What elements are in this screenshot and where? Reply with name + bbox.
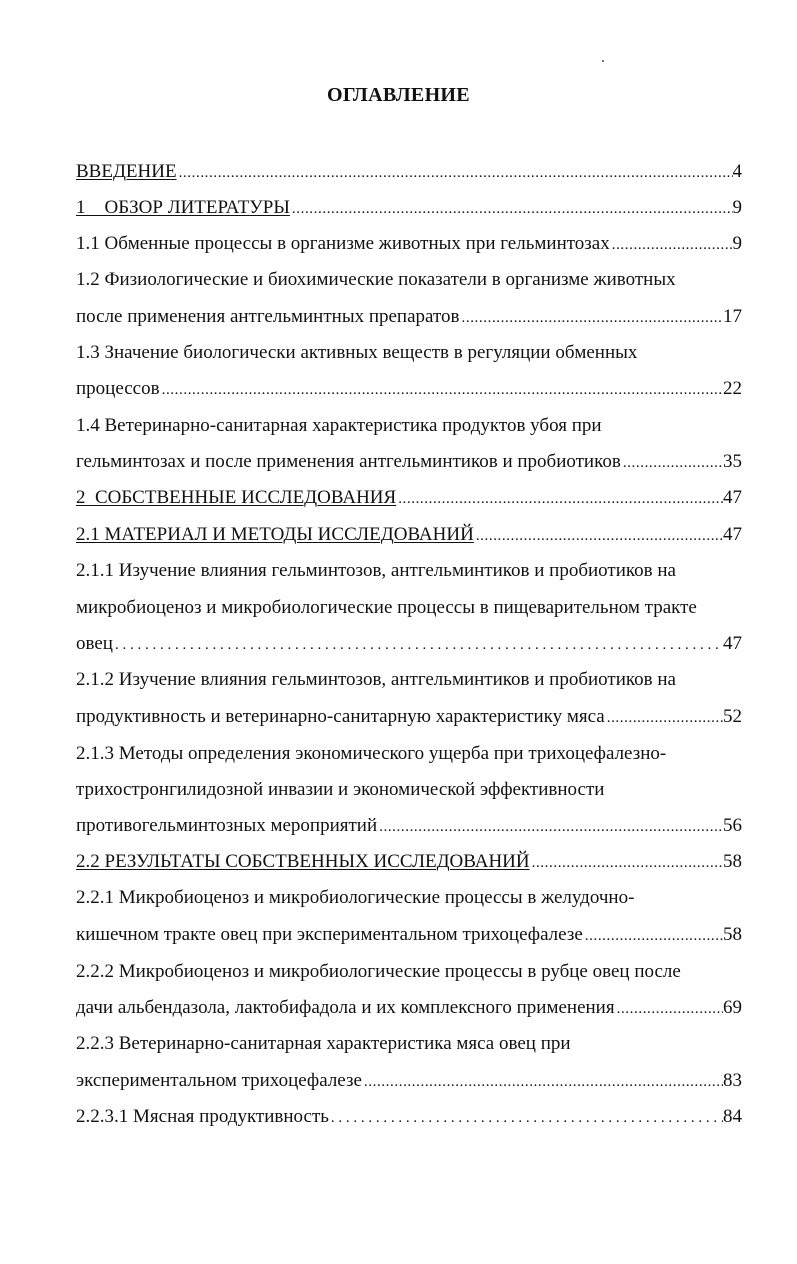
toc-entry-title: 2.1 МАТЕРИАЛ И МЕТОДЫ ИССЛЕДОВАНИЙ bbox=[76, 524, 474, 545]
toc-entry-page: 9 bbox=[732, 197, 742, 218]
dot-leader bbox=[530, 849, 723, 877]
dot-leader bbox=[621, 449, 723, 477]
page-title: ОГЛАВЛЕНИЕ bbox=[327, 84, 470, 106]
toc-entry-2-2-3-1[interactable] bbox=[76, 1103, 742, 1131]
toc-entry-page: 58 bbox=[723, 851, 742, 872]
scan-speck bbox=[602, 60, 604, 62]
toc-entry-title: 2 СОБСТВЕННЫЕ ИССЛЕДОВАНИЯ bbox=[76, 487, 397, 508]
toc-entry-title: дачи альбендазола, лактобифадола и их комплексного применения bbox=[76, 997, 615, 1018]
toc-entry-2-1-3-line2[interactable]: трихостронгилидозной инвазии и экономической эффективности bbox=[76, 779, 605, 800]
dot-leader bbox=[615, 995, 723, 1023]
toc-entry-2-2[interactable] bbox=[76, 848, 742, 876]
toc-entry-page: 47 bbox=[723, 487, 742, 508]
toc-entry-title: продуктивность и ветеринарно-санитарную характеристику мяса bbox=[76, 706, 605, 727]
toc-entry-1-2[interactable] bbox=[76, 303, 742, 331]
dot-leader bbox=[583, 922, 723, 950]
toc-entry-own-research[interactable] bbox=[76, 484, 742, 512]
toc-entry-title: гельминтозах и после применения антгельминтиков и пробиотиков bbox=[76, 451, 621, 472]
dot-leader bbox=[177, 159, 733, 187]
toc-entry-page: 9 bbox=[732, 233, 742, 254]
dot-leader bbox=[362, 1068, 723, 1096]
dot-leader bbox=[290, 195, 733, 223]
dot-leader bbox=[113, 631, 723, 659]
toc-entry-title: противогельминтозных мероприятий bbox=[76, 815, 378, 836]
toc-entry-2-1-2-line1[interactable]: 2.1.2 Изучение влияния гельминтозов, антгельминтиков и пробиотиков на bbox=[76, 669, 676, 690]
toc-entry-page: 47 bbox=[723, 633, 742, 654]
toc-entry-title: процессов bbox=[76, 378, 160, 399]
toc-entry-2-1-3-line1[interactable]: 2.1.3 Методы определения экономического ущерба при трихоцефалезно- bbox=[76, 743, 667, 764]
toc-entry-page: 84 bbox=[723, 1106, 742, 1127]
toc-entry-1-3-line1[interactable]: 1.3 Значение биологически активных веществ в регуляции обменных bbox=[76, 342, 638, 363]
toc-entry-1-1[interactable] bbox=[76, 230, 742, 258]
dot-leader bbox=[329, 1104, 723, 1132]
toc-entry-page: 69 bbox=[723, 997, 742, 1018]
toc-entry-page: 35 bbox=[723, 451, 742, 472]
toc-entry-title: экспериментальном трихоцефалезе bbox=[76, 1070, 362, 1091]
toc-entry-2-1-1-line1[interactable]: 2.1.1 Изучение влияния гельминтозов, антгельминтиков и пробиотиков на bbox=[76, 560, 676, 581]
toc-entry-2-2-2[interactable] bbox=[76, 994, 742, 1022]
dot-leader bbox=[160, 376, 723, 404]
toc-entry-page: 17 bbox=[723, 306, 742, 327]
toc-entry-page: 83 bbox=[723, 1070, 742, 1091]
toc-entry-page: 47 bbox=[723, 524, 742, 545]
toc-entry-title: после применения антгельминтных препаратов bbox=[76, 306, 460, 327]
toc-entry-page: 52 bbox=[723, 706, 742, 727]
toc-entry-2-2-2-line1[interactable]: 2.2.2 Микробиоценоз и микробиологические процессы в рубце овец после bbox=[76, 961, 681, 982]
dot-leader bbox=[460, 304, 724, 332]
dot-leader bbox=[474, 522, 723, 550]
toc-entry-page: 22 bbox=[723, 378, 742, 399]
toc-entry-2-2-1[interactable] bbox=[76, 921, 742, 949]
toc-entry-introduction[interactable] bbox=[76, 158, 742, 186]
toc-entry-2-2-3[interactable] bbox=[76, 1067, 742, 1095]
toc-entry-2-1-1-line2[interactable]: микробиоценоз и микробиологические процессы в пищеварительном тракте bbox=[76, 597, 697, 618]
toc-entry-2-1-1[interactable] bbox=[76, 630, 742, 658]
toc-entry-2-1-2[interactable] bbox=[76, 703, 742, 731]
toc-entry-title: 2.2 РЕЗУЛЬТАТЫ СОБСТВЕННЫХ ИССЛЕДОВАНИЙ bbox=[76, 851, 530, 872]
dot-leader bbox=[605, 704, 723, 732]
toc-entry-page: 56 bbox=[723, 815, 742, 836]
toc-entry-1-4[interactable] bbox=[76, 448, 742, 476]
toc-entry-title: 1.1 Обменные процессы в организме животных при гельминтозах bbox=[76, 233, 610, 254]
toc-entry-title: кишечном тракте овец при экспериментальном трихоцефалезе bbox=[76, 924, 583, 945]
toc-entry-2-1-3[interactable] bbox=[76, 812, 742, 840]
toc-entry-title: 1 ОБЗОР ЛИТЕРАТУРЫ bbox=[76, 197, 290, 218]
toc-entry-2-1[interactable] bbox=[76, 521, 742, 549]
toc-entry-1-4-line1[interactable]: 1.4 Ветеринарно-санитарная характеристика продуктов убоя при bbox=[76, 415, 602, 436]
toc-entry-2-2-1-line1[interactable]: 2.2.1 Микробиоценоз и микробиологические процессы в желудочно- bbox=[76, 887, 635, 908]
toc-entry-page: 58 bbox=[723, 924, 742, 945]
dot-leader bbox=[377, 813, 723, 841]
toc-entry-page: 4 bbox=[732, 161, 742, 182]
dot-leader bbox=[396, 485, 723, 513]
toc-entry-2-2-3-line1[interactable]: 2.2.3 Ветеринарно-санитарная характеристика мяса овец при bbox=[76, 1033, 571, 1054]
toc-entry-literature-review[interactable] bbox=[76, 194, 742, 222]
toc-entry-title: 2.2.3.1 Мясная продуктивность bbox=[76, 1106, 329, 1127]
dot-leader bbox=[610, 231, 733, 259]
toc-entry-title: ВВЕДЕНИЕ bbox=[76, 161, 177, 182]
toc-entry-1-3[interactable] bbox=[76, 375, 742, 403]
toc-entry-title: овец bbox=[76, 633, 113, 654]
toc-entry-1-2-line1[interactable]: 1.2 Физиологические и биохимические показатели в организме животных bbox=[76, 269, 676, 290]
